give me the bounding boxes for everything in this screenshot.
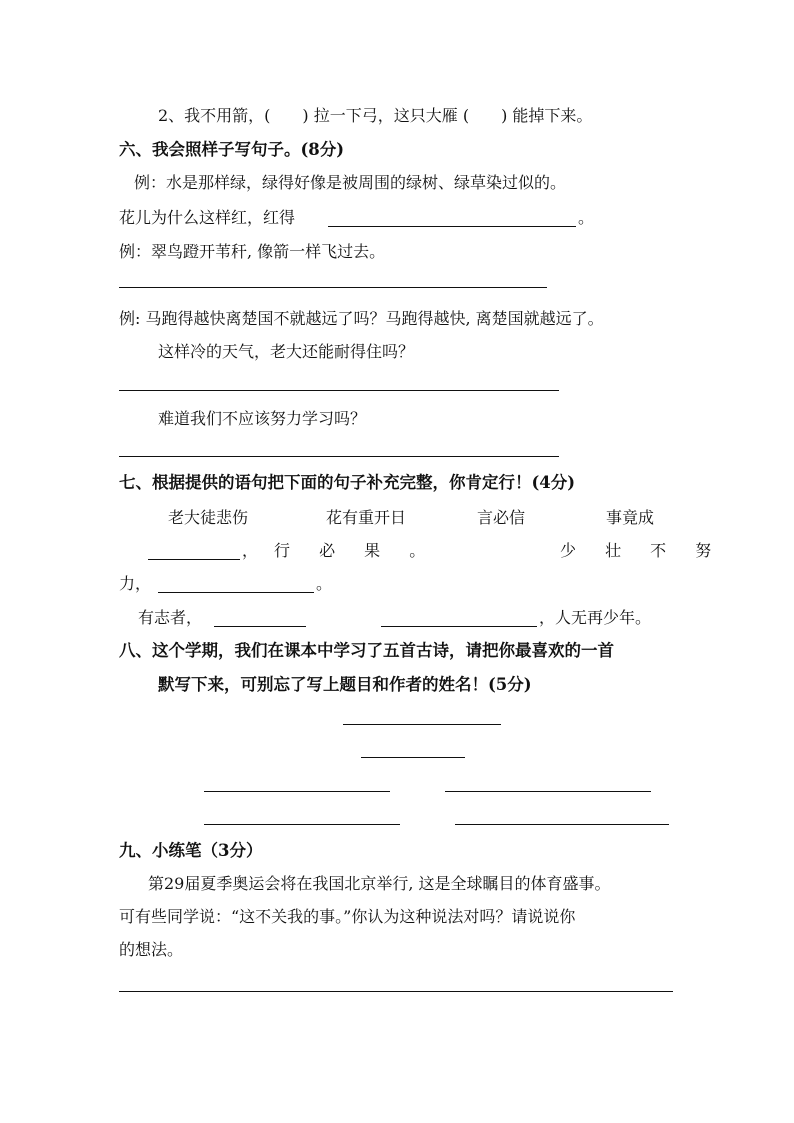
answer-line[interactable] [119, 287, 547, 288]
section-8-heading-cont: 默写下来，可别忘了写上题目和作者的姓名！(5分) [158, 675, 532, 694]
example-2: 例：翠鸟蹬开苇秆, 像箭一样飞过去。 [119, 242, 386, 261]
option-1: 老大徒悲伤 [168, 508, 249, 527]
question-6-3b: 难道我们不应该努力学习吗？ [158, 409, 367, 428]
line-3-end: 。 [316, 574, 333, 593]
line-4-prefix: 有志者， [138, 608, 203, 627]
prompt-line-1: 第29届夏季奥运会将在我国北京举行, 这是全球瞩目的体育盛事。 [148, 874, 611, 893]
example-1: 例：水是那样绿，绿得好像是被周围的绿树、绿草染过似的。 [134, 173, 567, 192]
poem-line-3[interactable] [204, 824, 400, 825]
question-6-1-end: 。 [578, 208, 595, 227]
prompt-line-2: 可有些同学说：“这不关我的事。”你认为这种说法对吗？请说说你 [119, 907, 576, 926]
line-3-prefix: 力， [119, 574, 152, 593]
prompt-line-3: 的想法。 [119, 940, 184, 959]
line-4-end: ，人无再少年。 [539, 608, 652, 627]
q5-item-2: 2、我不用箭，( ) 拉一下弓，这只大雁 ( ) 能掉下来。 [158, 106, 593, 125]
question-6-1-prefix: 花儿为什么这样红，红得 [119, 208, 296, 227]
answer-line[interactable] [119, 456, 559, 457]
answer-blank[interactable] [158, 592, 314, 593]
option-3: 言必信 [477, 508, 526, 527]
section-7-heading: 七、根据提供的语句把下面的句子补充完整，你肯定行！(4分) [119, 473, 576, 492]
poem-line-4[interactable] [455, 824, 669, 825]
section-8-heading: 八、这个学期，我们在课本中学习了五首古诗，请把你最喜欢的一首 [119, 641, 614, 660]
answer-blank[interactable] [148, 559, 240, 560]
line-2-middle: 行 必 果 。 [274, 541, 438, 560]
option-2: 花有重开日 [326, 508, 407, 527]
poem-author-line[interactable] [361, 757, 465, 758]
answer-blank[interactable] [381, 626, 537, 627]
question-6-3a: 这样冷的天气，老大还能耐得住吗？ [158, 342, 415, 361]
answer-line[interactable] [119, 991, 673, 992]
answer-blank[interactable] [214, 626, 306, 627]
poem-title-line[interactable] [343, 724, 501, 725]
section-9-heading: 九、小练笔（3分） [119, 841, 263, 860]
answer-blank[interactable] [328, 226, 576, 227]
section-6-heading: 六、我会照样子写句子。(8分) [119, 140, 345, 159]
poem-line-2[interactable] [445, 791, 651, 792]
line-2-right: 少 壮 不 努 [560, 541, 724, 560]
example-3: 例: 马跑得越快离楚国不就越远了吗？马跑得越快, 离楚国就越远了。 [119, 309, 604, 328]
option-4: 事竟成 [606, 508, 655, 527]
poem-line-1[interactable] [204, 791, 390, 792]
comma: ， [242, 541, 259, 560]
answer-line[interactable] [119, 390, 559, 391]
